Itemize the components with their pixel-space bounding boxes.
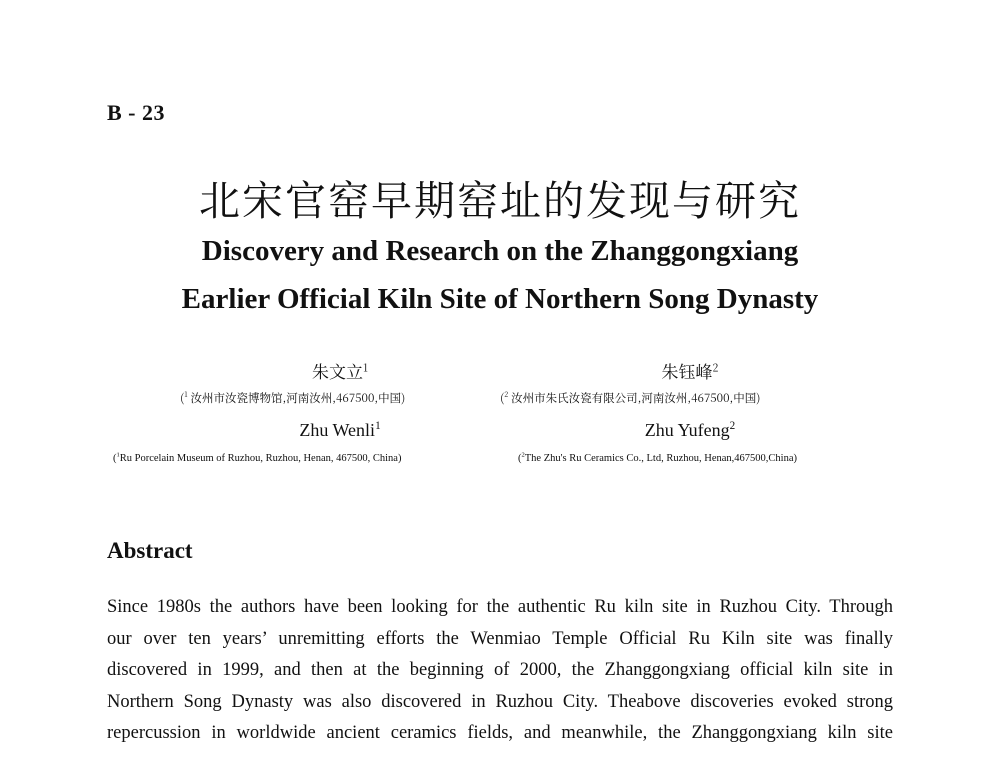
abstract-line: Since 1980s the authors have been looking for the authentic Ru kiln site in Ruzhou City. Through: [107, 597, 893, 617]
title-english-line-2: Earlier Official Kiln Site of Northern Song Dynasty: [181, 283, 819, 315]
abstract-line: our over ten years’ unremitting efforts the Wenmiao Temple Official Ru Kiln site was finally: [107, 628, 893, 649]
author-2-affiliation-en: ($^2$The Zhu's Ru Ceramics Co., Ltd, Ruzhou, Henan,467500,China): [518, 451, 797, 464]
author-1-name-zh: 朱文立$^1$: [312, 358, 368, 383]
title-english-line-1: Discovery and Research on the Zhanggongxiang: [201, 235, 799, 267]
author-1-affiliation-en: ($^1$Ru Porcelain Museum of Ruzhou, Ruzhou, Henan, 467500, China): [113, 451, 402, 464]
author-2-affiliation-zh: ($^2$ 汝州市朱氏汝瓷有限公司,河南汝州,467500,中国): [500, 390, 761, 406]
abstract-heading: Abstract: [107, 538, 193, 563]
abstract-body: [107, 592, 893, 750]
title-chinese: 北宋官窑早期窑址的发现与研究: [199, 168, 801, 227]
author-2-name-zh: 朱钰峰$^2$: [661, 358, 719, 383]
abstract-line: repercussion in worldwide ancient ceramics fields, and meanwhile, the Zhanggongxiang kiln site: [107, 723, 893, 743]
author-1-name-en: Zhu Wenli$^1$: [299, 420, 381, 440]
author-2-name-en: Zhu Yufeng$^2$: [644, 420, 736, 440]
author-1-affiliation-zh: ($^1$ 汝州市汝瓷博物馆,河南汝州,467500,中国): [180, 390, 406, 406]
paper-code: B - 23: [107, 100, 165, 125]
abstract-line: Northern Song Dynasty was also discovered in Ruzhou City. Theabove discoveries evoked strong: [107, 691, 893, 712]
abstract-line: discovered in 1999, and then at the beginning of 2000, the Zhanggongxiang official kiln site in: [107, 660, 893, 680]
